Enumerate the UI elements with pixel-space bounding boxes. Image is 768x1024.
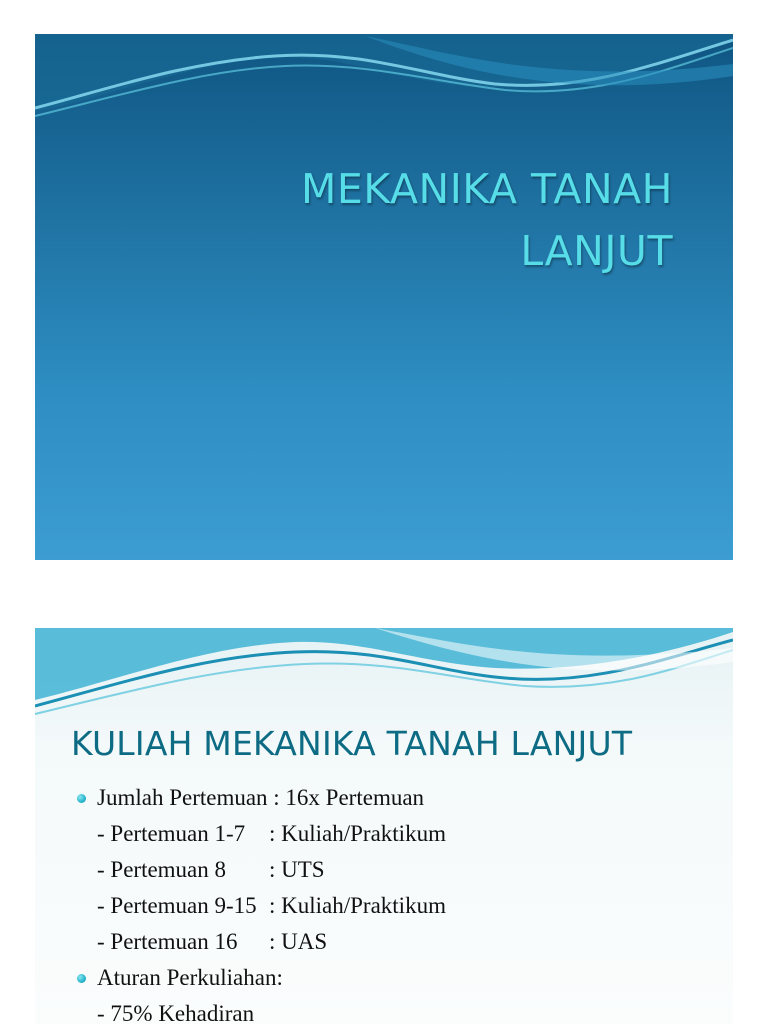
- bullet-item: [77, 780, 717, 816]
- sub-item: [77, 996, 717, 1024]
- slide-title-line-1: MEKANIKA TANAH: [301, 165, 673, 213]
- slide-title: KULIAH MEKANIKA TANAH LANJUT: [71, 724, 633, 763]
- slide-title: [301, 158, 673, 282]
- slide-title-line-2: LANJUT: [520, 227, 673, 275]
- bullet-text: Aturan Perkuliahan:: [97, 965, 283, 990]
- sub-item: [77, 888, 717, 924]
- content-slide: [35, 628, 733, 1024]
- sub-item-label: - Pertemuan 16: [97, 929, 238, 954]
- slide-wave-decoration: [35, 628, 733, 723]
- sub-item-label: - Pertemuan 8: [97, 857, 227, 882]
- sub-item-label: - Pertemuan 1-7: [97, 821, 246, 846]
- bullet-dot-icon: [77, 974, 86, 983]
- slide-wave-decoration: [35, 34, 733, 154]
- sub-item-value: : Kuliah/Praktikum: [269, 821, 446, 846]
- bullet-text: Jumlah Pertemuan : 16x Pertemuan: [97, 785, 425, 810]
- bullet-dot-icon: [77, 794, 86, 803]
- bullet-list: [77, 780, 717, 1024]
- sub-item: [77, 816, 717, 852]
- sub-item: [77, 852, 717, 888]
- bullet-item: [77, 960, 717, 996]
- sub-item-value: : Kuliah/Praktikum: [269, 893, 446, 918]
- sub-item-value: : UAS: [269, 929, 328, 954]
- sub-item: [77, 924, 717, 960]
- sub-item-label: - 75% Kehadiran: [97, 1001, 255, 1024]
- sub-item-value: : UTS: [269, 857, 325, 882]
- title-slide: [35, 34, 733, 560]
- sub-item-label: - Pertemuan 9-15: [97, 893, 257, 918]
